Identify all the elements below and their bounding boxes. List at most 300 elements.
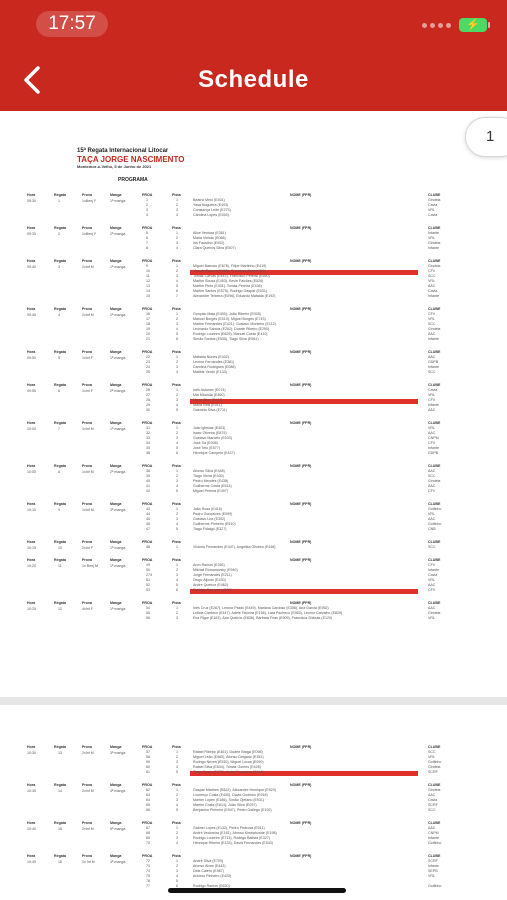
club-name: AAC xyxy=(428,484,436,488)
column-header-prova: Prova xyxy=(82,350,92,354)
club-name: SEPB xyxy=(428,869,438,873)
race-number: 10 xyxy=(58,546,62,550)
lane-number: 2 xyxy=(176,512,178,516)
column-header-prova: Prova xyxy=(82,601,92,605)
lane-number: 3 xyxy=(176,798,178,802)
lane-number: 4 xyxy=(176,765,178,769)
athlete-names: Gaspar Mártires (E822), Alexandre Henrique (E923) xyxy=(193,788,276,792)
race-event: 1x Inf M xyxy=(82,860,95,864)
club-name: Cavia xyxy=(428,289,438,293)
athlete-names: Guilherme Pinheiro (E510) xyxy=(193,522,236,526)
column-header-proa: PROA xyxy=(142,601,153,605)
club-name: VRL xyxy=(428,578,435,582)
race-number: 3 xyxy=(58,265,60,269)
lane-number: 2 xyxy=(176,317,178,321)
race-heat: 4ª manga xyxy=(110,789,126,793)
race-event: 2xInf M xyxy=(82,789,94,793)
bow-number: 52 xyxy=(146,583,150,587)
club-name: VRL xyxy=(428,426,435,430)
column-header-manga: Manga xyxy=(110,193,122,197)
club-name: CNPM xyxy=(428,436,439,440)
race-time: 10:45 xyxy=(27,860,36,864)
lane-number: 1 xyxy=(176,859,178,863)
bow-number: 73 xyxy=(146,864,150,868)
athlete-names: Clara Queiros Silva (E507) xyxy=(193,246,236,250)
bow-number: 47 xyxy=(146,527,150,531)
club-name: VRL xyxy=(428,317,435,321)
athlete-names: Alexandre Teixeira (E096), Eduardo Mafalda (E192) xyxy=(193,294,276,298)
column-header-proa: PROA xyxy=(142,307,153,311)
athlete-names: Martim Sousa (E453), Kevin Falcões (E526) xyxy=(193,279,264,283)
navigation-bar xyxy=(0,0,507,111)
athlete-names: Rodrigo Loureiro (E629), Manuel Costa (E410) xyxy=(193,332,268,336)
club-name: VRL xyxy=(428,279,435,283)
lane-number: 3 xyxy=(176,322,178,326)
column-header-nome: NOME (FPR) xyxy=(290,783,312,787)
athlete-names: Miguel Leão (E960), Afonso Delgado (E351) xyxy=(193,755,264,759)
race-event: 1x Benj M xyxy=(82,564,98,568)
column-header-regata: Regata xyxy=(54,464,66,468)
bow-number: 36 xyxy=(146,451,150,455)
bow-number: 60 xyxy=(146,765,150,769)
lane-number: 1 xyxy=(176,198,178,202)
column-header-clube: CLUBE xyxy=(428,821,441,825)
race-number: 15 xyxy=(58,827,62,831)
column-header-proa: PROA xyxy=(142,783,153,787)
column-header-hora: Hora xyxy=(27,193,36,197)
bow-number: 2 xyxy=(146,203,148,207)
lane-number: 6 xyxy=(176,588,178,592)
race-heat: 1ª manga xyxy=(110,427,126,431)
athlete-names: António Pinheiro (E420) xyxy=(193,874,232,878)
lane-number: 4 xyxy=(176,327,178,331)
column-header-pista: Pista xyxy=(172,307,181,311)
club-name: SCC xyxy=(428,750,436,754)
column-header-clube: CLUBE xyxy=(428,226,441,230)
column-header-regata: Regata xyxy=(54,540,66,544)
bow-number: 30 xyxy=(146,408,150,412)
lane-number: 2 xyxy=(176,611,178,615)
column-header-proa: PROA xyxy=(142,464,153,468)
athlete-names: Constança Leite (E273) xyxy=(193,208,231,212)
column-header-hora: Hora xyxy=(27,226,36,230)
column-header-manga: Manga xyxy=(110,558,122,562)
column-header-prova: Prova xyxy=(82,421,92,425)
club-name: AAC xyxy=(428,583,436,587)
athlete-names: Pedro Mendes (E438) xyxy=(193,479,229,483)
club-name: Cavia xyxy=(428,213,438,217)
race-number: 8 xyxy=(58,470,60,474)
bow-number: 13 xyxy=(146,284,150,288)
athlete-names: Julio Iglesias (E403) xyxy=(193,426,226,430)
bow-number: 53 xyxy=(146,588,150,592)
column-header-nome: NOME (FPR) xyxy=(290,307,312,311)
column-header-hora: Hora xyxy=(27,502,36,506)
club-name: Cavia xyxy=(428,573,438,577)
column-header-pista: Pista xyxy=(172,502,181,506)
lane-number: 1 xyxy=(176,264,178,268)
column-header-pista: Pista xyxy=(172,558,181,562)
race-time: 09:50 xyxy=(27,356,36,360)
club-name: Cavia xyxy=(428,388,438,392)
race-number: 5 xyxy=(58,356,60,360)
athlete-names: Leonardo Santos (E262), Duarte Ribeiro (E290) xyxy=(193,327,270,331)
race-event: 2xInf F xyxy=(82,546,93,550)
race-time: 10:30 xyxy=(27,751,36,755)
bow-number: 70 xyxy=(146,841,150,845)
lane-number: 4 xyxy=(176,370,178,374)
bow-number: 58 xyxy=(146,755,150,759)
athlete-names: Isaac Oliveira (E879) xyxy=(193,431,227,435)
athlete-names: Matilde Verde (E133) xyxy=(193,370,227,374)
lane-number: 5 xyxy=(176,446,178,450)
lane-number: 2 xyxy=(176,236,178,240)
club-name: SCC xyxy=(428,808,436,812)
column-header-pista: Pista xyxy=(172,259,181,263)
athlete-names: Rodrigo Neves (E530), Miguel Lucas (E990) xyxy=(193,760,264,764)
column-header-prova: Prova xyxy=(82,259,92,263)
column-header-pista: Pista xyxy=(172,383,181,387)
bow-number: 18 xyxy=(146,322,150,326)
athlete-names: Leticia Cardoso (E447), Adele Teixeira (E156), Lara Pacheco (E963), Leonor Carvalho (E829) xyxy=(193,611,343,615)
column-header-proa: PROA xyxy=(142,745,153,749)
race-number: 11 xyxy=(58,564,62,568)
column-header-pista: Pista xyxy=(172,421,181,425)
column-header-manga: Manga xyxy=(110,307,122,311)
column-header-proa: PROA xyxy=(142,854,153,858)
column-header-proa: PROA xyxy=(142,421,153,425)
race-number: 2 xyxy=(58,232,60,236)
club-name: AAC xyxy=(428,408,436,412)
lane-number: 4 xyxy=(176,246,178,250)
column-header-hora: Hora xyxy=(27,464,36,468)
race-event: 1xInf M xyxy=(82,427,94,431)
column-header-prova: Prova xyxy=(82,193,92,197)
athlete-names: Gabriela Silva (E711) xyxy=(193,408,227,412)
bow-number: 31 xyxy=(146,426,150,430)
column-header-proa: PROA xyxy=(142,383,153,387)
athlete-names: Tomás Carvas (E443), Francisco Pereira (E550) xyxy=(193,274,270,278)
club-name: AAC xyxy=(428,332,436,336)
club-name: Infante xyxy=(428,446,439,450)
bow-number: 5 xyxy=(146,231,148,235)
column-header-hora: Hora xyxy=(27,540,36,544)
column-header-proa: PROA xyxy=(142,821,153,825)
race-time: 09:35 xyxy=(27,232,36,236)
club-name: SCRF xyxy=(428,859,438,863)
lane-number: 2 xyxy=(176,864,178,868)
bow-number: 51 xyxy=(146,578,150,582)
lane-number: 2 xyxy=(176,568,178,572)
lane-number: 1 xyxy=(176,788,178,792)
athlete-names: Lourenço Costa (E400), David Godinho (E918) xyxy=(193,793,268,797)
club-name: AAC xyxy=(428,793,436,797)
athlete-names: Manuel Borges (E019), Miguel Borges (E743) xyxy=(193,317,266,321)
column-header-manga: Manga xyxy=(110,601,122,605)
column-header-manga: Manga xyxy=(110,502,122,506)
document-subtitle: Montemor-o-Velho, 5 de Junho de 2021 xyxy=(77,164,152,169)
bow-number: 32 xyxy=(146,431,150,435)
club-name: SCC xyxy=(428,370,436,374)
lane-number: 3 xyxy=(176,760,178,764)
column-header-nome: NOME (FPR) xyxy=(290,226,312,230)
race-event: 4xInf F xyxy=(82,607,93,611)
column-header-prova: Prova xyxy=(82,383,92,387)
lane-number: 5 xyxy=(176,770,178,774)
lane-number: 4 xyxy=(176,874,178,878)
column-header-nome: NOME (FPR) xyxy=(290,421,312,425)
lane-number: 3 xyxy=(176,517,178,521)
column-header-nome: NOME (FPR) xyxy=(290,854,312,858)
athlete-names: Gustavo Lira (E392) xyxy=(193,517,226,521)
bow-number: 12 xyxy=(146,279,150,283)
lane-number: 3 xyxy=(176,479,178,483)
lane-number: 3 xyxy=(176,836,178,840)
race-heat: 2ª manga xyxy=(110,470,126,474)
race-event: 1xBenj F xyxy=(82,199,97,203)
column-header-nome: NOME (FPR) xyxy=(290,540,312,544)
athlete-names: André Vedoreira (E161), Afonso Kimbahunde (E198) xyxy=(193,831,277,835)
race-event: 1xInf M xyxy=(82,508,94,512)
column-header-pista: Pista xyxy=(172,745,181,749)
lane-number: 7 xyxy=(176,294,178,298)
athlete-names: Tiago Vieira (E430) xyxy=(193,474,224,478)
column-header-regata: Regata xyxy=(54,821,66,825)
athlete-names: Martim Pinto (E431), Tomás Pereira (E436) xyxy=(193,284,262,288)
race-event: 1xBenj F xyxy=(82,232,97,236)
column-header-prova: Prova xyxy=(82,502,92,506)
lane-number: 6 xyxy=(176,289,178,293)
bow-number: 40 xyxy=(146,479,150,483)
lane-number: 5 xyxy=(176,527,178,531)
lane-number: 2 xyxy=(176,831,178,835)
lane-number: 3 xyxy=(176,241,178,245)
lane-number: 4 xyxy=(176,403,178,407)
bow-number: 4 xyxy=(146,213,148,217)
column-header-manga: Manga xyxy=(110,259,122,263)
column-header-hora: Hora xyxy=(27,601,36,605)
race-time: 10:40 xyxy=(27,827,36,831)
lane-number: 6 xyxy=(176,337,178,341)
club-name: AAC xyxy=(428,431,436,435)
athlete-names: Pedro Gonçalves (E099) xyxy=(193,512,233,516)
athlete-names: Miguel Pereira (E497) xyxy=(193,489,228,493)
column-header-regata: Regata xyxy=(54,193,66,197)
athlete-names: Jorge Fernandes (E211) xyxy=(193,573,232,577)
athlete-names: João Rosa (E416) xyxy=(193,507,222,511)
club-name: AAC xyxy=(428,826,436,830)
bow-number: 27 xyxy=(146,393,150,397)
column-header-regata: Regata xyxy=(54,421,66,425)
column-header-prova: Prova xyxy=(82,307,92,311)
lane-number: 4 xyxy=(176,279,178,283)
bow-number: 28 xyxy=(146,398,150,402)
bow-number: 1 xyxy=(146,198,148,202)
column-header-clube: CLUBE xyxy=(428,350,441,354)
race-number: 9 xyxy=(58,508,60,512)
lane-number: 2 xyxy=(176,393,178,397)
lane-number: 3 xyxy=(176,398,178,402)
column-header-nome: NOME (FPR) xyxy=(290,464,312,468)
athlete-names: André Silva (E700) xyxy=(193,859,224,863)
club-name: GDPB xyxy=(428,360,439,364)
lane-number: 4 xyxy=(176,441,178,445)
bow-number: 42 xyxy=(146,489,150,493)
pdf-page-2[interactable] xyxy=(0,705,507,900)
athlete-names: Maria Reis (E011) xyxy=(193,403,222,407)
race-heat: 3ª manga xyxy=(110,508,126,512)
page-separator xyxy=(0,697,507,705)
race-number: 13 xyxy=(58,751,62,755)
race-number: 4 xyxy=(58,313,60,317)
club-name: VRL xyxy=(428,616,435,620)
club-name: CFV xyxy=(428,312,436,316)
club-name: SCC xyxy=(428,474,436,478)
athlete-names: Dela Calero (E987) xyxy=(193,869,224,873)
bow-number: 77 xyxy=(146,884,150,888)
race-heat: 1ª manga xyxy=(110,607,126,611)
club-name: Golfinho xyxy=(428,760,442,764)
athlete-names: Inês Antunes (E074) xyxy=(193,388,226,392)
column-header-clube: CLUBE xyxy=(428,540,441,544)
column-header-regata: Regata xyxy=(54,745,66,749)
lane-number: 3 xyxy=(176,573,178,577)
race-heat: 1ª manga xyxy=(110,199,126,203)
club-name: AAC xyxy=(428,517,436,521)
lane-number: 4 xyxy=(176,213,178,217)
race-time: 10:25 xyxy=(27,607,36,611)
club-name: Infante xyxy=(428,294,439,298)
bow-number: 16 xyxy=(146,312,150,316)
athlete-names: José Telo (E577) xyxy=(193,446,220,450)
bow-number: 48 xyxy=(146,545,150,549)
athlete-names: Gonçalo Maia (E400), João Ribeiro (E005) xyxy=(193,312,261,316)
bow-number: 21 xyxy=(146,337,150,341)
lane-number: 4 xyxy=(176,522,178,526)
column-header-pista: Pista xyxy=(172,540,181,544)
bow-number: 22 xyxy=(146,355,150,359)
home-indicator xyxy=(168,888,346,893)
lane-number: 5 xyxy=(176,879,178,883)
lane-number: 6 xyxy=(176,451,178,455)
lane-number: 2 xyxy=(176,474,178,478)
club-name: AAC xyxy=(428,469,436,473)
column-header-clube: CLUBE xyxy=(428,601,441,605)
club-name: Gindeia xyxy=(428,479,441,483)
athlete-names: Miguel Barroso (E678), Filipe Martinho (E419) xyxy=(193,264,267,268)
column-header-prova: Prova xyxy=(82,558,92,562)
column-header-prova: Prova xyxy=(82,226,92,230)
lane-number: 2 xyxy=(176,431,178,435)
race-time: 10:05 xyxy=(27,470,36,474)
column-header-manga: Manga xyxy=(110,854,122,858)
lane-number: 1 xyxy=(176,545,178,549)
column-header-proa: PROA xyxy=(142,558,153,562)
athlete-names: Rodrigo Ramos (E630) xyxy=(193,884,230,888)
column-header-regata: Regata xyxy=(54,259,66,263)
race-heat: 1ª manga xyxy=(110,265,126,269)
race-number: 7 xyxy=(58,427,60,431)
bow-number: 75 xyxy=(146,874,150,878)
column-header-regata: Regata xyxy=(54,854,66,858)
club-name: Gindeia xyxy=(428,264,441,268)
athlete-names: Henrique Campelo (E437) xyxy=(193,451,235,455)
lane-number: 2 xyxy=(176,360,178,364)
race-event: 2xInf M xyxy=(82,751,94,755)
race-time: 09:30 xyxy=(27,199,36,203)
column-header-nome: NOME (FPR) xyxy=(290,350,312,354)
athlete-names: Eva Rigor (E163), Ana Queirós (E836), Bárbara Frias (E909), Francisca Shibuta (E120) xyxy=(193,616,333,620)
lane-number: 1 xyxy=(176,355,178,359)
pdf-page-1[interactable] xyxy=(0,111,507,697)
column-header-pista: Pista xyxy=(172,464,181,468)
bow-number: 8 xyxy=(146,246,148,250)
athlete-names: Marta Silva (E412) xyxy=(193,398,223,402)
race-time: 09:40 xyxy=(27,265,36,269)
club-name: CNB xyxy=(428,527,436,531)
club-name: Infante xyxy=(428,337,439,341)
column-header-hora: Hora xyxy=(27,821,36,825)
column-header-regata: Regata xyxy=(54,783,66,787)
race-time: 09:45 xyxy=(27,313,36,317)
battery-charging-icon: ⚡ xyxy=(459,18,487,32)
highlighted-row xyxy=(190,399,418,404)
athlete-names: Yasa Nogueira (E403) xyxy=(193,203,229,207)
club-name: VRL xyxy=(428,208,435,212)
bow-number: 17 xyxy=(146,317,150,321)
athlete-names: Gustavo Marcelo (E033) xyxy=(193,436,232,440)
athlete-names: Vicente Ramos (E465), Francisco Nunes (E6) xyxy=(193,269,266,273)
club-name: Infante xyxy=(428,365,439,369)
bow-number: 34 xyxy=(146,441,150,445)
column-header-nome: NOME (FPR) xyxy=(290,745,312,749)
athlete-names: Afonso Alves (E443) xyxy=(193,864,226,868)
bow-number: 69 xyxy=(146,836,150,840)
page-title: Schedule xyxy=(198,66,309,93)
race-time: 10:00 xyxy=(27,427,36,431)
lane-number: 3 xyxy=(176,869,178,873)
race-number: 6 xyxy=(58,389,60,393)
column-header-pista: Pista xyxy=(172,854,181,858)
column-header-manga: Manga xyxy=(110,383,122,387)
lane-number: 1 xyxy=(176,826,178,830)
column-header-manga: Manga xyxy=(110,821,122,825)
club-name: SCC xyxy=(428,322,436,326)
race-heat: 1ª manga xyxy=(110,356,126,360)
athlete-names: Rafael Ribeiro (E461), Duarte Braga (E098) xyxy=(193,750,263,754)
club-name: Gindeia xyxy=(428,327,441,331)
club-name: CFV xyxy=(428,563,436,567)
bow-number: 63 xyxy=(146,793,150,797)
column-header-pista: Pista xyxy=(172,601,181,605)
club-name: VRL xyxy=(428,393,435,397)
column-header-hora: Hora xyxy=(27,259,36,263)
race-time: 10:10 xyxy=(27,508,36,512)
athlete-names: Andre Queiroz (E462) xyxy=(193,583,228,587)
document-header xyxy=(77,148,184,170)
column-header-clube: CLUBE xyxy=(428,421,441,425)
column-header-clube: CLUBE xyxy=(428,854,441,858)
column-header-hora: Hora xyxy=(27,350,36,354)
column-header-regata: Regata xyxy=(54,307,66,311)
lane-number: 3 xyxy=(176,616,178,620)
club-name: CNPM xyxy=(428,831,439,835)
club-name: Infante xyxy=(428,231,439,235)
club-name: VRL xyxy=(428,755,435,759)
bow-number: 23 xyxy=(146,360,150,364)
club-name: CFV xyxy=(428,441,436,445)
athlete-names: Martim Lopes (E186), Simão Ojetanu (E931) xyxy=(193,798,265,802)
